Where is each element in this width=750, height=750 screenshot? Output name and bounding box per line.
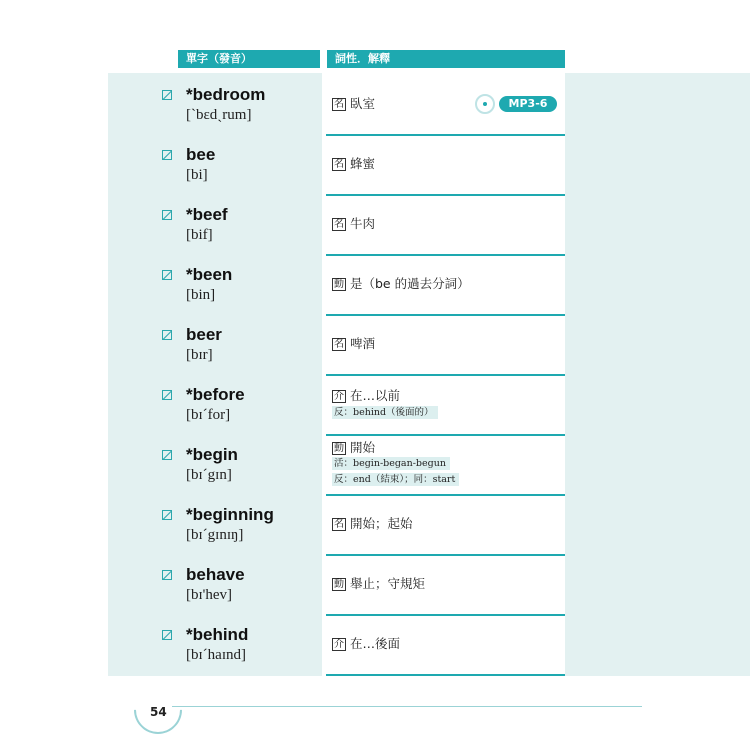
checkbox-icon[interactable] — [162, 270, 172, 280]
definition-text: 開始 — [350, 440, 376, 455]
checkbox-icon[interactable] — [162, 390, 172, 400]
pos-tag: 名 — [334, 339, 344, 350]
checkbox-icon[interactable] — [162, 330, 172, 340]
entry-word: bee — [186, 145, 216, 164]
entry-phonetic: [bif] — [186, 227, 213, 243]
entry-word: beer — [186, 325, 222, 344]
definition-line — [332, 276, 470, 292]
entry-word: *begin — [186, 445, 238, 464]
right-shaded-band — [565, 73, 750, 676]
row-divider — [326, 674, 565, 676]
entry-word: *behind — [186, 625, 249, 644]
definition-text: 蜂蜜 — [350, 156, 376, 171]
entry-phonetic: [bɪ'hev] — [186, 587, 233, 603]
entry-phonetic: [bɪˊgɪnɪŋ] — [186, 527, 244, 543]
entry-phonetic: [bɪr] — [186, 347, 213, 363]
definition-text: 牛肉 — [350, 216, 376, 231]
entry-definitions — [332, 495, 562, 555]
checkbox-icon[interactable] — [162, 450, 172, 460]
definition-line — [332, 636, 400, 652]
entry-row — [150, 315, 565, 375]
entry-definitions — [332, 615, 562, 675]
definition-text: 是（be 的過去分詞） — [350, 276, 470, 291]
entry-row — [150, 255, 565, 315]
antonym-synonym-note: 反：end（結束）；同：start — [332, 473, 459, 486]
page-number: 54 — [150, 705, 167, 719]
pos-tag: 名 — [334, 159, 344, 170]
entry-phonetic: [bɪˊhaɪnd] — [186, 647, 246, 663]
definition-line — [332, 440, 375, 456]
pos-tag: 名 — [334, 219, 344, 230]
footer-rule — [172, 706, 642, 707]
pos-tag: 介 — [334, 391, 344, 402]
definition-line — [332, 216, 375, 232]
definition-text: 開始；起始 — [350, 516, 413, 531]
checkbox-icon[interactable] — [162, 210, 172, 220]
entry-phonetic: [bin] — [186, 287, 216, 303]
entry-definitions — [332, 315, 562, 375]
entry-word: behave — [186, 565, 245, 584]
entry-phonetic: [bɪˊfor] — [186, 407, 231, 423]
entry-word: *beginning — [186, 505, 274, 524]
entry-definitions — [332, 135, 562, 195]
definition-line — [332, 96, 375, 112]
definition-text: 舉止；守規矩 — [350, 576, 426, 591]
entry-row — [150, 135, 565, 195]
entry-row — [150, 435, 565, 495]
definition-text: 在…以前 — [350, 388, 401, 403]
pos-tag: 介 — [334, 639, 344, 650]
header-definition-column: 詞性．解釋 — [327, 50, 565, 68]
definition-line — [332, 336, 375, 352]
checkbox-icon[interactable] — [162, 570, 172, 580]
checkbox-icon[interactable] — [162, 90, 172, 100]
checkbox-icon[interactable] — [162, 630, 172, 640]
entry-row — [150, 495, 565, 555]
definition-text: 啤酒 — [350, 336, 376, 351]
definition-text: 在…後面 — [350, 636, 401, 651]
pos-tag: 動 — [334, 279, 344, 290]
antonym-note: 反：behind（後面的） — [332, 406, 438, 419]
entry-word: *been — [186, 265, 233, 284]
entry-definitions — [332, 195, 562, 255]
audio-track-badge[interactable] — [475, 94, 560, 114]
entry-phonetic: [bɪˊgɪn] — [186, 467, 232, 483]
entry-word: *beef — [186, 205, 228, 224]
definition-text: 臥室 — [350, 96, 376, 111]
audio-track-label: MP3-6 — [499, 96, 557, 112]
entry-word: *before — [186, 385, 245, 404]
entry-row — [150, 615, 565, 675]
pos-tag: 名 — [334, 99, 344, 110]
cd-icon — [475, 94, 495, 114]
entry-phonetic: [bi] — [186, 167, 208, 183]
definition-line — [332, 516, 413, 532]
checkbox-icon[interactable] — [162, 510, 172, 520]
definition-line — [332, 388, 400, 404]
entry-row — [150, 375, 565, 435]
entry-phonetic: [ˋbɛdˏrum] — [186, 107, 252, 123]
entry-definitions — [332, 555, 562, 615]
definition-line — [332, 156, 375, 172]
entry-row — [150, 195, 565, 255]
entry-definitions — [332, 255, 562, 315]
definition-line — [332, 576, 425, 592]
conjugation-note: 活：begin-began-begun — [332, 457, 450, 470]
entry-definitions — [332, 375, 562, 435]
entry-row — [150, 555, 565, 615]
entry-definitions — [332, 435, 562, 495]
pos-tag: 動 — [334, 579, 344, 590]
entry-word: *bedroom — [186, 85, 266, 104]
checkbox-icon[interactable] — [162, 150, 172, 160]
pos-tag: 名 — [334, 519, 344, 530]
pos-tag: 動 — [334, 443, 344, 454]
header-word-column: 單字（發音） — [178, 50, 320, 68]
